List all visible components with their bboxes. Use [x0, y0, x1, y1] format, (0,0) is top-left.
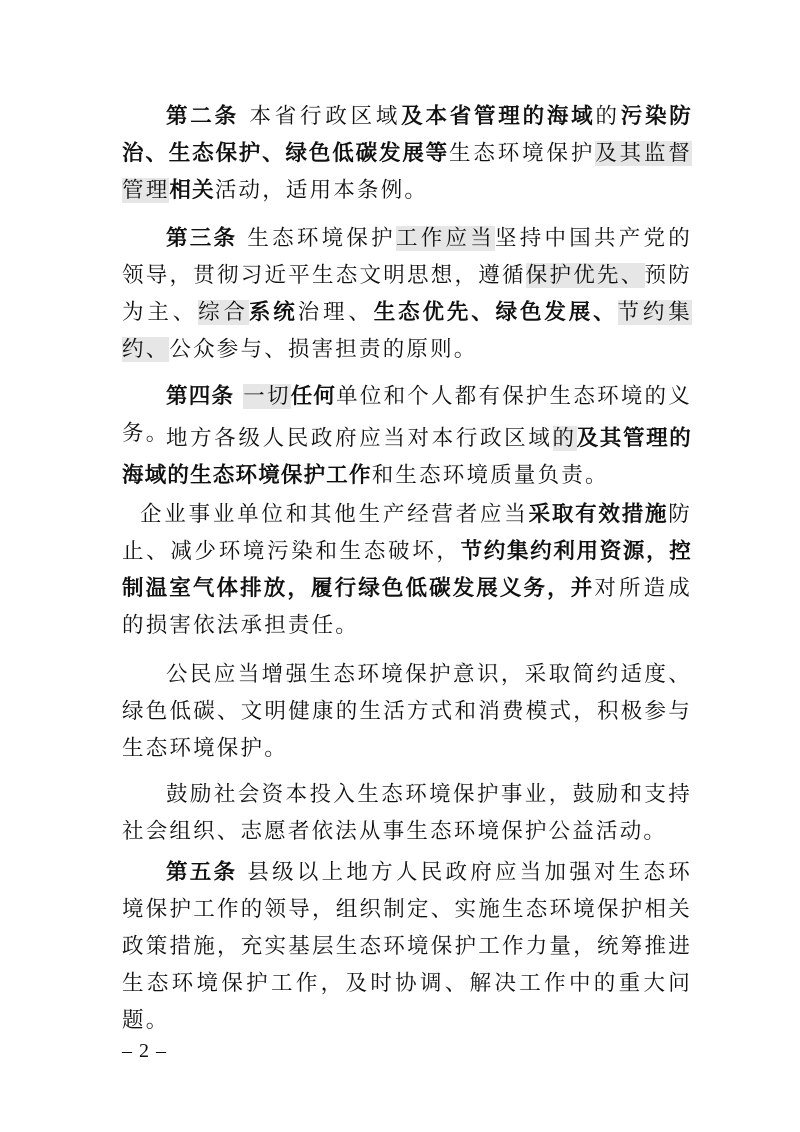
article-heading: 第五条	[166, 860, 238, 885]
article-4-enterprise-paragraph	[122, 496, 692, 644]
article-4-citizen-paragraph	[122, 656, 692, 767]
text-run: 公民应当增强生态环境保护意识，采取简约适度、绿色低碳、文明健康的生活方式和消费模式，积极参与生态环境保护。	[122, 662, 692, 761]
article-heading: 第三条	[166, 226, 238, 251]
text-run-highlighted: 保护优先、	[525, 263, 645, 288]
text-run-bold: 采取有效措施	[528, 502, 669, 527]
text-run: 生态环境保护	[449, 141, 596, 166]
text-run: 公众参与、损害担责的原则。	[169, 337, 478, 362]
text-run-highlighted: 及其监督管理	[122, 141, 692, 203]
text-run-bold: 污染防治、生态保护、绿色低碳发展等	[122, 104, 692, 166]
text-run: 本省行政区域	[238, 104, 402, 129]
text-run: 企业事业单位和其他生产经营者应当	[140, 502, 529, 527]
text-run-bold: 及本省管理的海域	[401, 104, 596, 129]
article-3-paragraph	[122, 220, 692, 368]
article-4-government-paragraph	[122, 420, 692, 494]
text-run: 对所造成的损害依法承担责任。	[122, 576, 692, 638]
text-run-bold: 系统	[248, 300, 298, 325]
article-4-social-capital-paragraph	[122, 776, 692, 850]
article-2-paragraph	[122, 98, 692, 209]
article-heading: 第四条	[166, 384, 235, 409]
text-run: 地方各级人民政府应当对本行政区域	[166, 426, 553, 451]
text-run-bold: 相关	[169, 178, 215, 203]
text-run	[234, 384, 243, 409]
text-run: 防止、减少环境污染和生态破坏，	[122, 502, 692, 564]
page-number: – 2 –	[122, 1040, 167, 1062]
text-run: 鼓励社会资本投入生态环境保护事业，鼓励和支持社会组织、志愿者依法从事生态环境保护公益活动。	[122, 782, 692, 844]
text-run-bold: 任何	[290, 384, 337, 409]
text-run-highlighted: 节约集约、	[122, 300, 692, 362]
article-heading: 第二条	[166, 104, 239, 129]
text-run: 生态环境保护	[237, 226, 396, 251]
text-run-highlighted: 的	[552, 426, 577, 451]
article-5-paragraph	[122, 854, 692, 1039]
text-run-bold: 节约集约利用资源，控制温室气体排放，履行绿色低碳发展义务，并	[122, 539, 692, 601]
text-run-highlighted: 工作应当	[395, 226, 495, 251]
text-run: 和生态环境质量负责。	[371, 463, 609, 488]
text-run: 单位和个人都有保护生态环境的义务。	[122, 384, 692, 446]
text-run: 坚持中国共产党的领导，贯彻习近平生态文明思想，遵循	[122, 226, 692, 288]
text-run: 活动，适用本条例。	[214, 178, 429, 203]
text-run: 治理、	[297, 300, 374, 325]
text-run: 县级以上地方人民政府应当加强对生态环境保护工作的领导，组织制定、实施生态环境保护相关政策措施，充实基层生态环境保护工作力量，统筹推进生态环境保护工作，及时协调、解决工作中的重大问题。	[122, 860, 692, 1033]
text-run-highlighted: 一切	[243, 384, 291, 409]
text-run-highlighted: 综合	[198, 300, 249, 325]
text-run: 的	[595, 104, 621, 129]
text-run: 预防为主、	[122, 263, 692, 325]
text-run-bold: 及其管理的海域的生态环境保护工作	[122, 426, 692, 488]
text-run-bold: 生态优先、绿色发展、	[373, 300, 618, 325]
